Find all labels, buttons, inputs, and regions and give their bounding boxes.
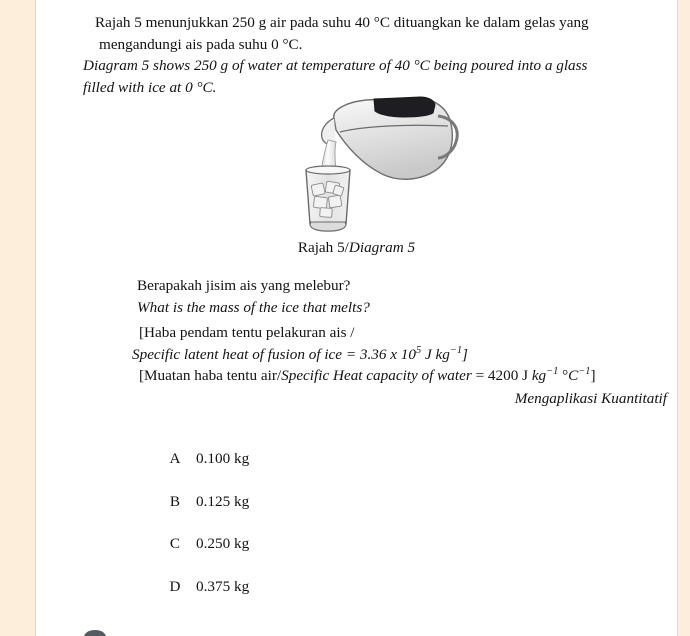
constant-heat-capacity-close: ]: [590, 367, 596, 384]
figure-caption: [36, 239, 677, 257]
question-block: [93, 275, 663, 387]
skill-label: Mengaplikasi Kuantitatif: [514, 390, 667, 407]
jug-pouring-water-into-glass-icon: [288, 96, 463, 236]
jug-base: [374, 97, 435, 117]
constant-heat-capacity-english-label: Specific Heat capacity of water: [281, 367, 472, 384]
option-row-c[interactable]: [154, 535, 454, 578]
option-value-d: 0.375 kg: [196, 577, 250, 595]
constant-latent-heat-exponent: 5: [416, 344, 422, 356]
intro-paragraph: [83, 12, 640, 98]
constant-heat-capacity-degree-symbol: °: [558, 367, 569, 384]
constant-latent-heat-unit-joule: J: [421, 345, 436, 363]
constant-latent-heat-english: [93, 344, 663, 366]
constant-heat-capacity-malay-label: [Muatan haba tentu air/: [139, 367, 282, 384]
constant-latent-heat-unit-kg-exponent: −1: [449, 344, 462, 356]
constant-heat-capacity-unit-celsius: C: [568, 367, 579, 384]
option-letter-c: C: [169, 535, 181, 552]
constant-latent-heat-equals: = 3.36 x 10: [342, 345, 416, 363]
intro-line-english-2: filled with ice at 0 °C.: [83, 78, 217, 96]
constant-latent-heat-malay: [Haba pendam tentu pelakuran ais /: [139, 324, 355, 341]
figure-caption-malay: Rajah 5/: [297, 239, 349, 256]
constant-latent-heat-unit-kg: kg: [435, 345, 450, 363]
option-value-c: 0.250 kg: [196, 535, 250, 552]
document-page: [35, 0, 678, 636]
next-question-bullet-partial: [84, 630, 106, 636]
option-letter-a: A: [169, 450, 181, 467]
constant-latent-heat-label: Specific latent heat of fusion of ice: [132, 345, 343, 363]
answer-options: [154, 450, 454, 620]
intro-line-english-1: Diagram 5 shows 250 g of water at temperature of 40 °C being poured into a glass: [83, 57, 588, 74]
page-content: [36, 0, 677, 636]
constant-heat-capacity-unit-celsius-exponent: −1: [578, 365, 591, 377]
option-row-a[interactable]: [154, 450, 454, 493]
constant-latent-heat-close: ]: [462, 345, 468, 363]
glass-base: [310, 222, 346, 231]
option-row-d[interactable]: [154, 578, 454, 621]
option-value-b: 0.125 kg: [196, 492, 250, 510]
diagram-5-figure: [288, 96, 463, 236]
figure-caption-english: Diagram 5: [348, 239, 416, 256]
option-value-a: 0.100 kg: [196, 450, 250, 467]
intro-line-malay-2: mengandungi ais pada suhu 0 °C.: [99, 35, 303, 53]
option-row-b[interactable]: [154, 493, 454, 536]
constant-heat-capacity-unit-kg: kg: [531, 367, 547, 384]
constant-heat-capacity: [93, 365, 663, 387]
constant-heat-capacity-unit-kg-exponent: −1: [546, 365, 559, 377]
question-prompt-malay: Berapakah jisim ais yang melebur?: [137, 277, 351, 294]
question-prompt-english: What is the mass of the ice that melts?: [137, 298, 370, 316]
constant-heat-capacity-equals: = 4200 J: [471, 367, 532, 384]
glass-rim: [306, 166, 350, 174]
intro-line-malay-1: Rajah 5 menunjukkan 250 g air pada suhu 40 °C dituangkan ke dalam gelas yang: [95, 14, 589, 31]
option-letter-b: B: [169, 492, 181, 510]
option-letter-d: D: [169, 577, 181, 595]
